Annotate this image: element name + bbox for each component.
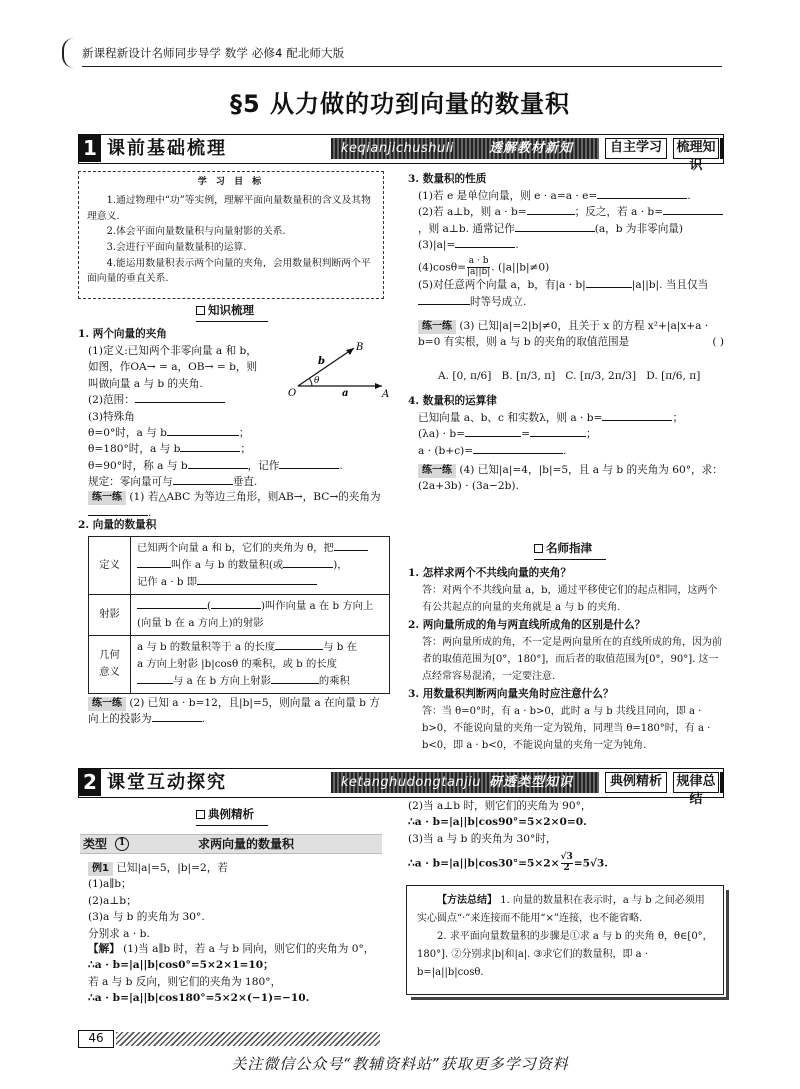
section-banner-2: [78, 768, 724, 807]
example-1: 例1 已知|a|=5，|b|=2，若 (1)a∥b； (2)a⊥b； (3)a 与 b 的夹角为 30°. 分别求 a · b.: [88, 862, 228, 940]
goal-item: 2.体会平面向量数量积与向量射影的关系.: [106, 226, 286, 238]
goal-item: 1.通过物理中“功”等实例，理解平面向量数量积的含义及其物理意义.: [87, 194, 371, 222]
type-bar: [80, 834, 382, 854]
goals-title: 学 习 目 标: [197, 177, 265, 187]
banner-end-block: [720, 772, 724, 793]
solution-continued: (2)当 a⊥b 时，则它们的夹角为 90°， ∴a · b=|a||b|cos90°=5×2×0=0. (3)当 a 与 b 的夹角为 30°时， ∴a · b=|a||b|cos30°=5×2× $\frac{√3}{2}$ =5√3.: [408, 800, 608, 874]
goal-item: 4.能运用数量积表示两个向量的夹角，会用数量积判断两个平面向量的垂直关系.: [87, 257, 371, 285]
label-theta: θ: [314, 376, 320, 386]
angle-definition: (1)定义:已知两个非零向量 a 和 b， 如图，作OA→ = a，OB→ = b，则 叫做向量 a 与 b 的夹角. (2)范围： (3)特殊角 θ=0°时，a 与 b ； θ=180°时，a 与 b ； θ=90°时，称 a 与 b ，记作 . 规定：零向量可与 垂直.: [88, 345, 343, 489]
section-title: 1. 两个向量的夹角: [78, 328, 167, 340]
banner-slogan: 透解教材新知: [489, 141, 574, 156]
section-banner-1: [78, 134, 724, 173]
banner-tag-1: 自主学习: [605, 138, 667, 159]
banner-tag-1: 典例精析: [605, 772, 667, 793]
type-number: 1: [115, 837, 129, 851]
practice-4: 练一练 (4) 已知|a|=4，|b|=5，且 a 与 b 的夹角为 60°，求：(2a+3b) · (3a−2b).: [418, 464, 723, 493]
running-header: 新课程新设计名师同步导学 数学 必修4 配北师大版: [82, 46, 345, 60]
banner-slogan: 研透类型知识: [489, 775, 574, 790]
option-b[interactable]: B. [π/3, π]: [501, 370, 556, 382]
page-hatch: [116, 1032, 380, 1046]
solution-label: 【解】: [88, 943, 120, 955]
section-title: 3. 数量积的性质: [408, 173, 487, 185]
banner-tag-2: 规律总结: [673, 772, 719, 793]
solution: 【解】 (1)当 a∥b 时，若 a 与 b 同向，则它们的夹角为 0°， ∴a · b=|a||b|cos0°=5×2×1=10； 若 a 与 b 反向，则它们的夹角为 180°， ∴a · b=|a||b|cos180°=5×2×(−1)=−10.: [88, 943, 375, 1005]
header-divider: [82, 66, 722, 67]
qa-question: 1. 怎样求两个不共线向量的夹角？: [408, 567, 572, 579]
practice-label: 练一练: [88, 491, 126, 505]
table-row: 射影 ( )叫作向量 a 在 b 方向上 (向量 b 在 a 方向上)的射影: [89, 594, 390, 635]
banner-end-block: [720, 138, 724, 159]
learning-goals-box: [78, 171, 384, 299]
practice-label: 练一练: [418, 320, 456, 334]
cos-fraction: $\frac{a \cdot b}{|a||b|}$: [467, 255, 491, 277]
label-o: O: [288, 388, 297, 399]
option-a[interactable]: A. [0, π/6]: [438, 370, 492, 382]
banner-pinyin: ketanghudongtanjiu: [341, 775, 482, 790]
practice-3: 练一练 (3) 已知|a|=2|b|≠0，且关于 x 的方程 x²+|a|x+a · b=0 有实根，则 a 与 b 的夹角的取值范围是 ( ): [418, 320, 724, 349]
subhead-icon: [196, 810, 205, 819]
table-row: 定义 已知两个向量 a 和 b，它们的夹角为 θ，把 叫作 a 与 b 的数量积(或 )， 记作 a · b 即: [89, 537, 390, 595]
page-number: 46: [78, 1030, 114, 1048]
subhead-icon: [534, 544, 543, 553]
practice-label: 练一练: [88, 697, 126, 711]
subhead-examples: 典例精析: [196, 806, 268, 826]
qa-answer: 答：两向量所成的角，不一定是两向量所在的直线所成的角，因为前者的取值范围为[0°，180°]，而后者的取值范围为[0°，90°]. 这一点经常容易混淆，一定要注意.: [422, 637, 722, 682]
qa-answer: 答：当 θ=0°时，有 a · b>0，此时 a 与 b 共线且同向，即 a · b>0，不能说向量的夹角一定为锐角，同理当 θ=180°时，有 a · b<0，即 a · b<0，不能说向量的夹角一定为钝角.: [422, 706, 711, 751]
table-row: 几何意义 a 与 b 的数量积等于 a 的长度 与 b 在 a 方向上射影 |b|cosθ 的乘积，或 b 的长度 与 a 在 b 方向上射影 的乘积: [89, 635, 390, 693]
qa-question: 3. 用数量积判断两向量夹角时应注意什么？: [408, 688, 614, 700]
practice-label: 练一练: [418, 464, 456, 478]
teacher-qa: [408, 564, 726, 754]
qa-answer: 答：对两个不共线向量 a，b，通过平移使它们的起点相同，这两个有公共起点的向量的夹角就是 a 与 b 的夹角.: [422, 585, 718, 613]
label-b-vector: b: [318, 356, 325, 367]
method-label: 【方法总结】: [437, 895, 497, 906]
dot-product-table: [88, 536, 390, 694]
banner-number: 2: [79, 769, 101, 796]
subhead-icon: [196, 306, 205, 315]
dot-laws: 已知向量 a、b、c 和实数λ，则 a · b= ； (λa) · b= = ； a · (b+c)= .: [418, 412, 684, 457]
dot-properties: (1)若 e 是单位向量，则 e · a=a · e= . (2)若 a⊥b，则 a · b= ；反之，若 a · b= ，则 a⊥b. 通常记作 (a，b 为非零向量) (3)|a|= . (4)cosθ= $\frac{a \cdot b}{|a||b|}$ . (|a||b|≠0) (5)对任意两个向量 a，b，有|a · b| |a||b|. 当且仅当 时等号成立.: [418, 188, 728, 310]
option-d[interactable]: D. [π/6, π]: [646, 370, 701, 382]
practice-1: 练一练 (1) 若△ABC 为等边三角形，则AB→，BC→的夹角为.: [88, 489, 388, 522]
practice-2: 练一练 (2) 已知 a · b=12，且|b|=5，则向量 a 在向量 b 方向上的投影为 .: [88, 697, 380, 726]
goal-item: 3.会进行平面向量数量积的运算.: [106, 241, 247, 253]
option-c[interactable]: C. [π/3, 2π/3]: [565, 370, 637, 382]
type-title: 求两向量的数量积: [198, 837, 295, 851]
banner-title: 课前基础梳理: [107, 138, 227, 159]
header-bracket: [62, 38, 80, 68]
angle-diagram: [286, 340, 391, 400]
label-a-vector: a: [342, 388, 349, 399]
practice-3-options: [438, 368, 728, 384]
label-a-point: A: [382, 389, 390, 400]
subhead-teacher-guide: 名师指津: [534, 540, 606, 560]
banner-number: 1: [79, 135, 101, 162]
page-title: §5 从力做的功到向量的数量积: [229, 90, 571, 118]
banner-title: 课堂互动探究: [107, 772, 227, 793]
label-b-point: B: [356, 342, 364, 353]
subhead-knowledge: 知识梳理: [196, 302, 268, 322]
banner-tag-2: 梳理知识: [673, 138, 719, 159]
sqrt-fraction: $\frac{√3}{2}$: [560, 852, 573, 874]
example-label: 例1: [88, 862, 113, 876]
footer-note: 关注微信公众号“教辅资料站”获取更多学习资料: [231, 1055, 569, 1073]
section-title: 4. 数量积的运算律: [408, 395, 497, 407]
type-label: 类型: [83, 837, 108, 851]
banner-pinyin: keqianjichushuli: [341, 141, 454, 156]
qa-question: 2. 两向量所成的角与两直线所成角的区别是什么？: [408, 619, 646, 631]
method-summary-box: 【方法总结】 1. 向量的数量积在表示时，a 与 b 之间必须用实心圆点“·”来连接而不能用“×”连接，也不能省略. 2. 求平面向量数量积的步骤是①求 a 与 b 的夹角 θ，θ∈[0°，180°]. ②分别求|b|和|a|. ③求它们的数量积，即 a · b=|a||b|cosθ.: [406, 885, 724, 995]
section-title: 2. 向量的数量积: [78, 519, 157, 531]
